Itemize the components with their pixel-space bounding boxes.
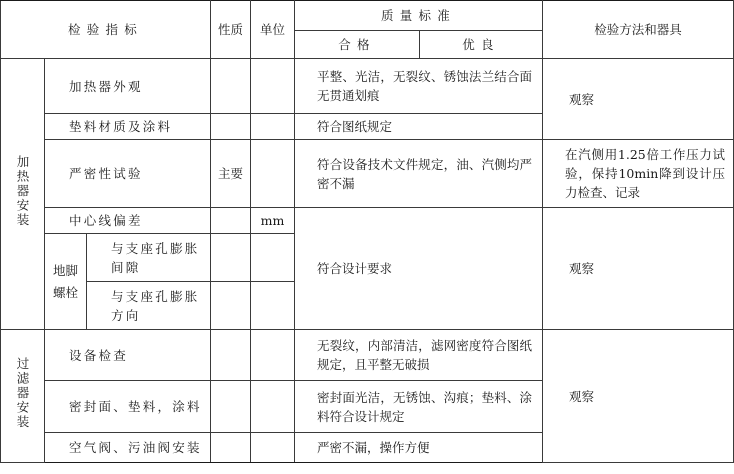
cell-unit-appearance [251,59,295,114]
std-gasket: 符合图纸规定 [295,114,543,140]
cell-nature-tightness: 主要 [211,140,251,208]
cell-nature-sealing [211,381,251,433]
cell-unit-gasket [251,114,295,140]
method-observe-filter: 观察 [543,330,734,463]
cell-nature-gasket [211,114,251,140]
row-filter-sealing: 密封面、垫料，涂料 [45,381,211,433]
row-heater-gasket: 垫料材质及涂料 [45,114,211,140]
header-unit: 单位 [251,1,295,59]
cell-nature-appearance [211,59,251,114]
cell-unit-anchor-gap [251,234,295,282]
cell-unit-sealing [251,381,295,433]
row-heater-anchor-gap: 与支座孔膨胀间隙 [87,234,211,282]
method-observe-2: 观察 [543,208,734,330]
header-method: 检验方法和器具 [543,1,734,59]
std-inspection: 无裂纹，内部清洁，滤网密度符合图纸规定，且平整无破损 [295,330,543,381]
cell-nature-valves [211,433,251,463]
row-heater-centerline: 中心线偏差 [45,208,211,234]
row-filter-valves: 空气阀、污油阀安装 [45,433,211,463]
header-item: 检验指标 [1,1,211,59]
cell-nature-inspection [211,330,251,381]
header-nature: 性质 [211,1,251,59]
cell-unit-valves [251,433,295,463]
std-design: 符合设计要求 [295,208,543,330]
std-tightness: 符合设备技术文件规定，油、汽侧均严密不漏 [295,140,543,208]
cell-nature-anchor-dir [211,282,251,330]
group-heater-label: 加热器安装 [1,59,45,330]
method-observe-1: 观察 [543,59,734,140]
header-excellent: 优良 [420,31,543,59]
cell-unit-inspection [251,330,295,381]
header-qualified: 合格 [295,31,420,59]
group-filter-label: 过滤器安装 [1,330,45,463]
row-heater-tightness: 严密性试验 [45,140,211,208]
std-sealing: 密封面光洁，无锈蚀、沟痕；垫料、涂料符合设计规定 [295,381,543,433]
cell-unit-tightness [251,140,295,208]
row-heater-anchor-dir: 与支座孔膨胀方向 [87,282,211,330]
row-filter-inspection: 设备检查 [45,330,211,381]
row-heater-anchor: 地脚螺栓 [45,234,87,330]
cell-unit-centerline: mm [251,208,295,234]
cell-nature-centerline [211,208,251,234]
std-valves: 严密不漏，操作方便 [295,433,543,463]
cell-unit-anchor-dir [251,282,295,330]
std-appearance: 平整、光洁，无裂纹、锈蚀法兰结合面无贯通划痕 [295,59,543,114]
cell-nature-anchor-gap [211,234,251,282]
row-heater-appearance: 加热器外观 [45,59,211,114]
method-tightness: 在汽侧用1.25倍工作压力试验，保持10min降到设计压力检查、记录 [543,140,734,208]
header-quality-standard: 质量标准 [295,1,543,31]
